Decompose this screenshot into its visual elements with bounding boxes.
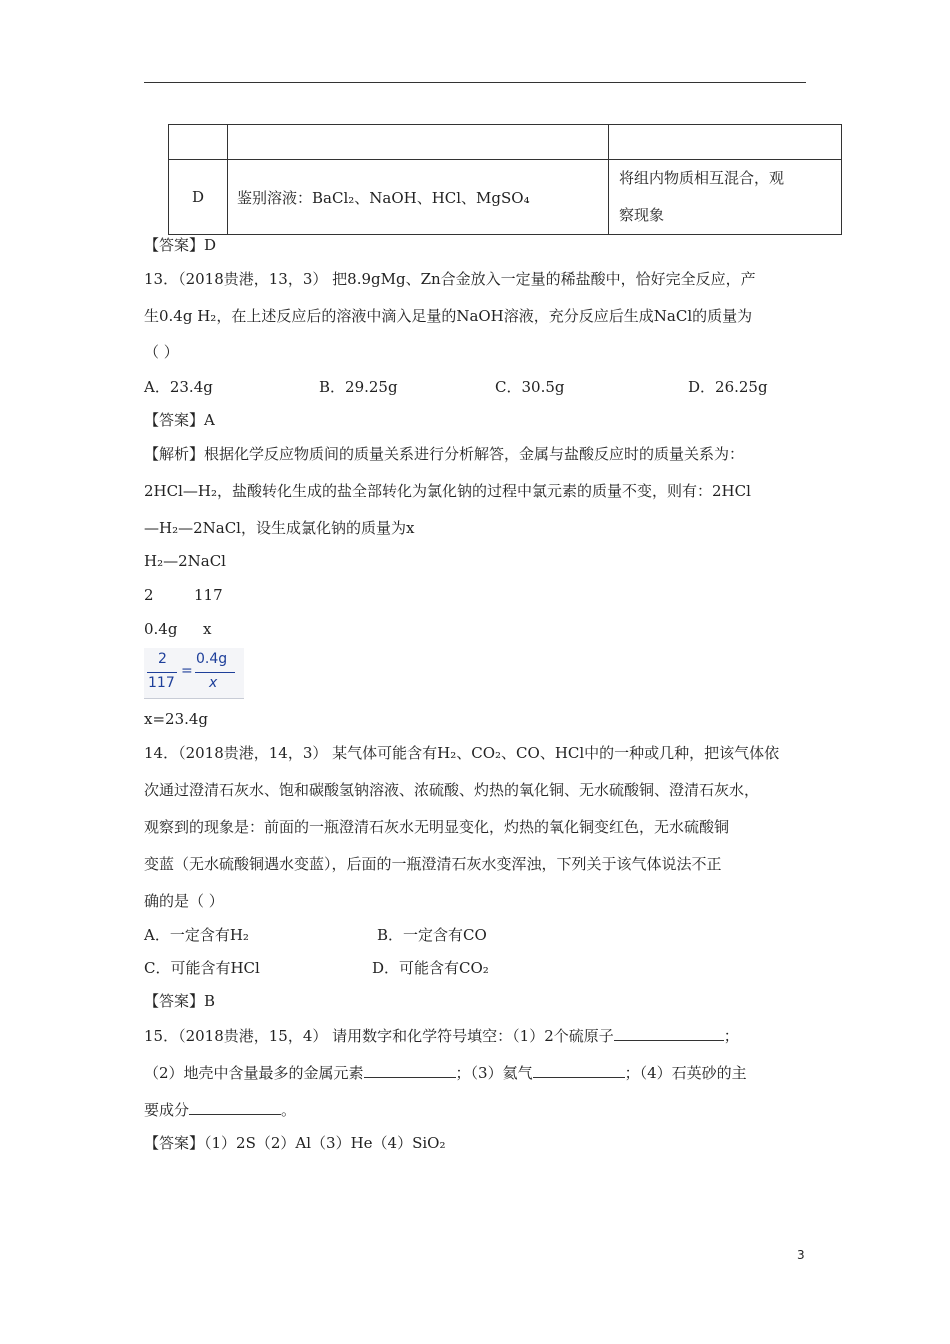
q15-stem-text: ；（3）氦气 (455, 1064, 533, 1082)
header-rule (144, 82, 806, 83)
mass-value: 2 (144, 586, 154, 604)
q14-answer: 【答案】B (144, 992, 216, 1010)
table-row (169, 125, 842, 160)
q15-punct: ； (723, 1027, 739, 1045)
q13-answer: 【答案】A (144, 411, 215, 429)
q13-option-d: D．26.25g (688, 378, 768, 396)
q15-punct: 。 (281, 1101, 297, 1119)
q15-stem-line (144, 1025, 739, 1046)
q13-analysis-line: 2HCl—H₂，盐酸转化生成的盐全部转化为氯化钠的过程中氯元素的质量不变，则有：2HCl (144, 482, 751, 500)
fraction-numerator: 2 (158, 651, 167, 667)
fill-blank-2[interactable] (364, 1062, 456, 1078)
method-line: 察现象 (619, 206, 665, 224)
fraction-denominator: 117 (148, 675, 175, 691)
fill-blank-3[interactable] (533, 1062, 625, 1078)
q14-stem-line: 次通过澄清石灰水、饱和碳酸氢钠溶液、浓硫酸、灼热的氧化铜、无水硫酸铜、澄清石灰水， (144, 781, 760, 799)
table-cell (228, 125, 609, 160)
fill-blank-1[interactable] (614, 1025, 724, 1041)
experiment-method-cell (609, 160, 842, 235)
fraction-denominator: x (209, 675, 218, 691)
table-cell (609, 125, 842, 160)
q15-stem-line (144, 1099, 296, 1120)
mass-value: 117 (194, 586, 223, 604)
table-cell (169, 125, 228, 160)
q15-stem-text: （2）地壳中含量最多的金属元素 (144, 1064, 364, 1082)
q13-stem-line: 13．（2018贵港，13，3） 把8.9gMg、Zn合金放入一定量的稀盐酸中，恰好完全反应，产 (144, 270, 756, 288)
given-value: x (203, 620, 212, 638)
q15-stem-text: 要成分 (144, 1101, 190, 1119)
q14-stem-line: 确的是（ ） (144, 892, 224, 910)
q13-analysis-line: 【解析】根据化学反应物质间的质量关系进行分析解答，金属与盐酸反应时的质量关系为： (144, 445, 745, 463)
method-line: 将组内物质相互混合，观 (619, 169, 785, 187)
q15-stem-text: ；（4）石英砂的主 (624, 1064, 747, 1082)
q13-stem-line: （ ） (144, 343, 179, 361)
experiment-table (168, 124, 842, 235)
q15-answer: 【答案】（1）2S（2）Al（3）He（4）SiO₂ (144, 1134, 446, 1152)
q14-option-b: B．一定含有CO (377, 926, 487, 944)
proportion-formula-image (144, 648, 244, 699)
table-row (169, 160, 842, 235)
equation-line: H₂—2NaCl (144, 552, 226, 570)
q15-stem-line (144, 1062, 747, 1083)
fraction-bar (195, 672, 235, 673)
q14-stem-line: 观察到的现象是：前面的一瓶澄清石灰水无明显变化，灼热的氧化铜变红色，无水硫酸铜 (144, 818, 730, 836)
q13-option-b: B．29.25g (319, 378, 398, 396)
given-value: 0.4g (144, 620, 178, 638)
q14-stem-line: 14．（2018贵港，14，3） 某气体可能含有H₂、CO₂、CO、HCl中的一种或几种，把该气体依 (144, 744, 780, 762)
experiment-content-cell: 鉴别溶液：BaCl₂、NaOH、HCl、MgSO₄ (228, 160, 609, 235)
q14-option-d: D．可能含有CO₂ (372, 959, 489, 977)
q13-option-c: C．30.5g (495, 378, 565, 396)
option-label-cell: D (169, 160, 228, 235)
q13-result: x=23.4g (144, 710, 209, 728)
q14-option-c: C．可能含有HCl (144, 959, 260, 977)
q14-option-a: A．一定含有H₂ (144, 926, 249, 944)
fill-blank-4[interactable] (189, 1099, 281, 1115)
q12-answer: 【答案】D (144, 236, 217, 254)
q13-analysis-line: —H₂—2NaCl，设生成氯化钠的质量为x (144, 519, 415, 537)
q15-stem-text: 15．（2018贵港，15，4） 请用数字和化学符号填空：（1）2个硫原子 (144, 1027, 614, 1045)
page-number: 3 (797, 1248, 805, 1262)
q13-option-a: A．23.4g (144, 378, 213, 396)
fraction-bar (147, 672, 177, 673)
q13-stem-line: 生0.4g H₂，在上述反应后的溶液中滴入足量的NaOH溶液，充分反应后生成NaCl的质量为 (144, 307, 753, 325)
q14-stem-line: 变蓝（无水硫酸铜遇水变蓝），后面的一瓶澄清石灰水变浑浊，下列关于该气体说法不正 (144, 855, 722, 873)
equals-sign: = (181, 663, 193, 679)
fraction-numerator: 0.4g (196, 651, 228, 667)
